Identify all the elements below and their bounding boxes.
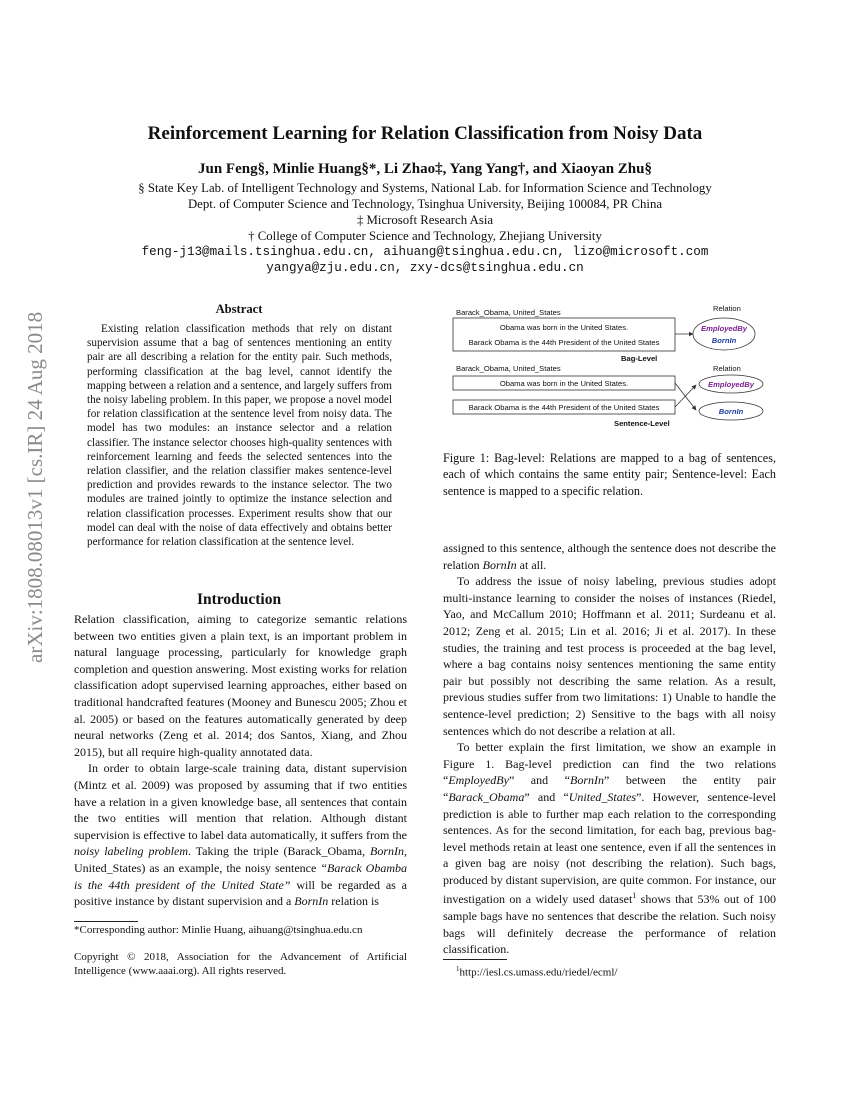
footnote-rule-right (443, 959, 507, 960)
sentence-relation-employedby: EmployedBy (708, 380, 754, 389)
figure-1-diagram (448, 300, 778, 440)
bag-sentence-1: Obama was born in the United States. (499, 323, 629, 332)
affiliation-3: ‡ Microsoft Research Asia (356, 213, 494, 227)
intro-paragraph-2: In order to obtain large-scale training data, distant supervision (Mintz et al. 2009) was proposed by assuming that if two entities have a relation in a given knowledge base, all sentences that contain the two entities will mention that relation. Although distant supervision is effective to label data automatically, it suffers from the noisy labeling problem. Taking the triple (Barack_Obama, BornIn, United_States) as an example, the noisy sentence “Barack Obamba is the 44th president of the United State” will be regarded as a positive instance by distant supervision and a BornIn relation is (74, 761, 407, 909)
copyright-notice: Copyright © 2018, Association for the Advancement of Artificial Intelligence (www.aaai.org). All rights reserved. (74, 951, 407, 977)
bag-entity-pair-label: Barack_Obama, United_States (456, 308, 561, 317)
sentence-2-text: Barack Obama is the 44th President of the United States (468, 403, 660, 412)
footnote-marker-1: 1 (632, 891, 637, 901)
bag-relation-ellipse (693, 318, 755, 350)
affiliation-1: § State Key Lab. of Intelligent Technology and Systems, National Lab. for Information Science and Technology (138, 181, 712, 195)
bag-sentence-2: Barack Obama is the 44th President of the United States (468, 338, 660, 347)
intro-paragraph-1: Relation classification, aiming to categorize semantic relations between two entities given a plain text, is an important problem in natural language processing, particularly for knowledge graph completion and question answering. Most existing works for relation classification adopt supervised learning approaches, either based on traditional handcrafted features (Mooney and Bunescu 2005; Zhou et al. 2005) or based on the features automatically generated by deep neural networks (Zeng et al. 2014; dos Santos, Xiang, and Zhou 2015), but all require high-quality annotated data. (74, 612, 407, 759)
abstract-text: Existing relation classification methods that rely on distant supervision assume that a bag of sentences mentioning an entity pair are all describing a relation for the entity pair. Such methods, performing classification at the bag level, cannot identify the mapping between a relation and a sentence, and largely suffers from the noisy labeling problem. In this paper, we propose a novel model for relation classification at the sentence level from noisy data. The model has two modules: an instance selector and a relation classifier. The instance selector chooses high-quality sentences with reinforcement learning and feeds the selected sentences into the relation classifier, and the relation classifier makes sentence-level prediction and provides rewards to the instance selector. The two modules are trained jointly to optimize the instance selection and relation classification processes. Experiment results show that our model can deal with the noise of data effectively and obtains better performance for relation classification at the sentence level. (87, 323, 392, 549)
relation-label-bottom: Relation (713, 364, 741, 373)
footnote-1: $^1$http://iesl.cs.umass.edu/riedel/ecml/ (456, 965, 618, 979)
arxiv-side-stamp (12, 295, 52, 665)
sentence-relation-bornin: BornIn (718, 407, 744, 416)
right-column-text (443, 540, 776, 958)
figure-1-caption: Figure 1: Bag-level: Relations are mapped to a bag of sentences, each of which contains the same entity pair; Sentence-level: Each sentence is mapped to a specific relation. (443, 451, 776, 498)
introduction-heading: Introduction (196, 591, 282, 608)
abstract-heading: Abstract (215, 302, 263, 316)
left-column-text (74, 611, 407, 910)
abstract-body (87, 322, 392, 549)
sentence-1-text: Obama was born in the United States. (499, 379, 629, 388)
author-emails-1: feng-j13@mails.tsinghua.edu.cn, aihuang@tsinghua.edu.cn, lizo@microsoft.com (141, 245, 709, 259)
bag-relation-employedby: EmployedBy (701, 324, 747, 333)
author-emails-2: yangya@zju.edu.cn, zxy-dcs@tsinghua.edu.cn (266, 261, 584, 275)
bag-relation-bornin: BornIn (711, 336, 737, 345)
intro-paragraph-4: To better explain the first limitation, we show an example in Figure 1. Bag-level prediction can find the two relations “EmployedBy” and “BornIn” between the entity pair “Barack_Obama” and “United_States”. However, sentence-level prediction is able to further map each relation to the corresponding sentences. As for the second limitation, for each bag, previous bag-level methods retain at least one sentence, even if all the sentences in a given bag are noisy (not describing the relation). Such bags, produced by distant supervision, are quite common. For instance, our investigation on a widely used dataset$^1$ shows that 53% out of 100 sample bags have no sentences that describe the relation. Such noisy bags will definitely decrease the performance of relation classification. (443, 740, 777, 957)
footnote-1-url[interactable]: http://iesl.cs.umass.edu/riedel/ecml/ (459, 966, 618, 979)
corresponding-author-footnote: *Corresponding author: Minlie Huang, aihuang@tsinghua.edu.cn (74, 924, 363, 936)
sentence-level-label: Sentence-Level (614, 419, 670, 428)
footnote-rule-left (74, 921, 138, 922)
intro-paragraph-3: To address the issue of noisy labeling, previous studies adopt multi-instance learning to consider the noises of instances (Riedel, Yao, and McCallum 2010; Hoffmann et al. 2011; Surdeanu et al. 2012; Zeng et al. 2015; Lin et al. 2016; Ji et al. 2017). In these studies, the training and test process is proceeded at the bag level, where a bag contains noisy sentences mentioning the same entity pair but possibly not describing the same relation. As a result, previous studies suffer from two limitations: 1) Unable to handle the sentence-level prediction; 2) Sensitive to the bags with all noisy sentences which do not describe a relation at all. (443, 574, 776, 738)
sentence-entity-pair-label: Barack_Obama, United_States (456, 364, 561, 373)
arxiv-stamp-text: arXiv:1808.08013v1 [cs.IR] 24 Aug 2018 (23, 311, 47, 663)
paper-title: Reinforcement Learning for Relation Classification from Noisy Data (147, 123, 703, 144)
intro-paragraph-2-continued: assigned to this sentence, although the sentence does not describe the relation BornIn at all. (443, 541, 776, 572)
relation-label-top: Relation (713, 304, 741, 313)
affiliation-4: † College of Computer Science and Technology, Zhejiang University (248, 229, 602, 243)
author-list: Jun Feng§, Minlie Huang§*, Li Zhao‡, Yang Yang†, and Xiaoyan Zhu§ (197, 161, 652, 177)
bag-level-label: Bag-Level (621, 354, 658, 363)
affiliation-2: Dept. of Computer Science and Technology, Tsinghua University, Beijing 100084, PR China (187, 197, 663, 211)
sentence-arrow-2 (675, 385, 696, 407)
